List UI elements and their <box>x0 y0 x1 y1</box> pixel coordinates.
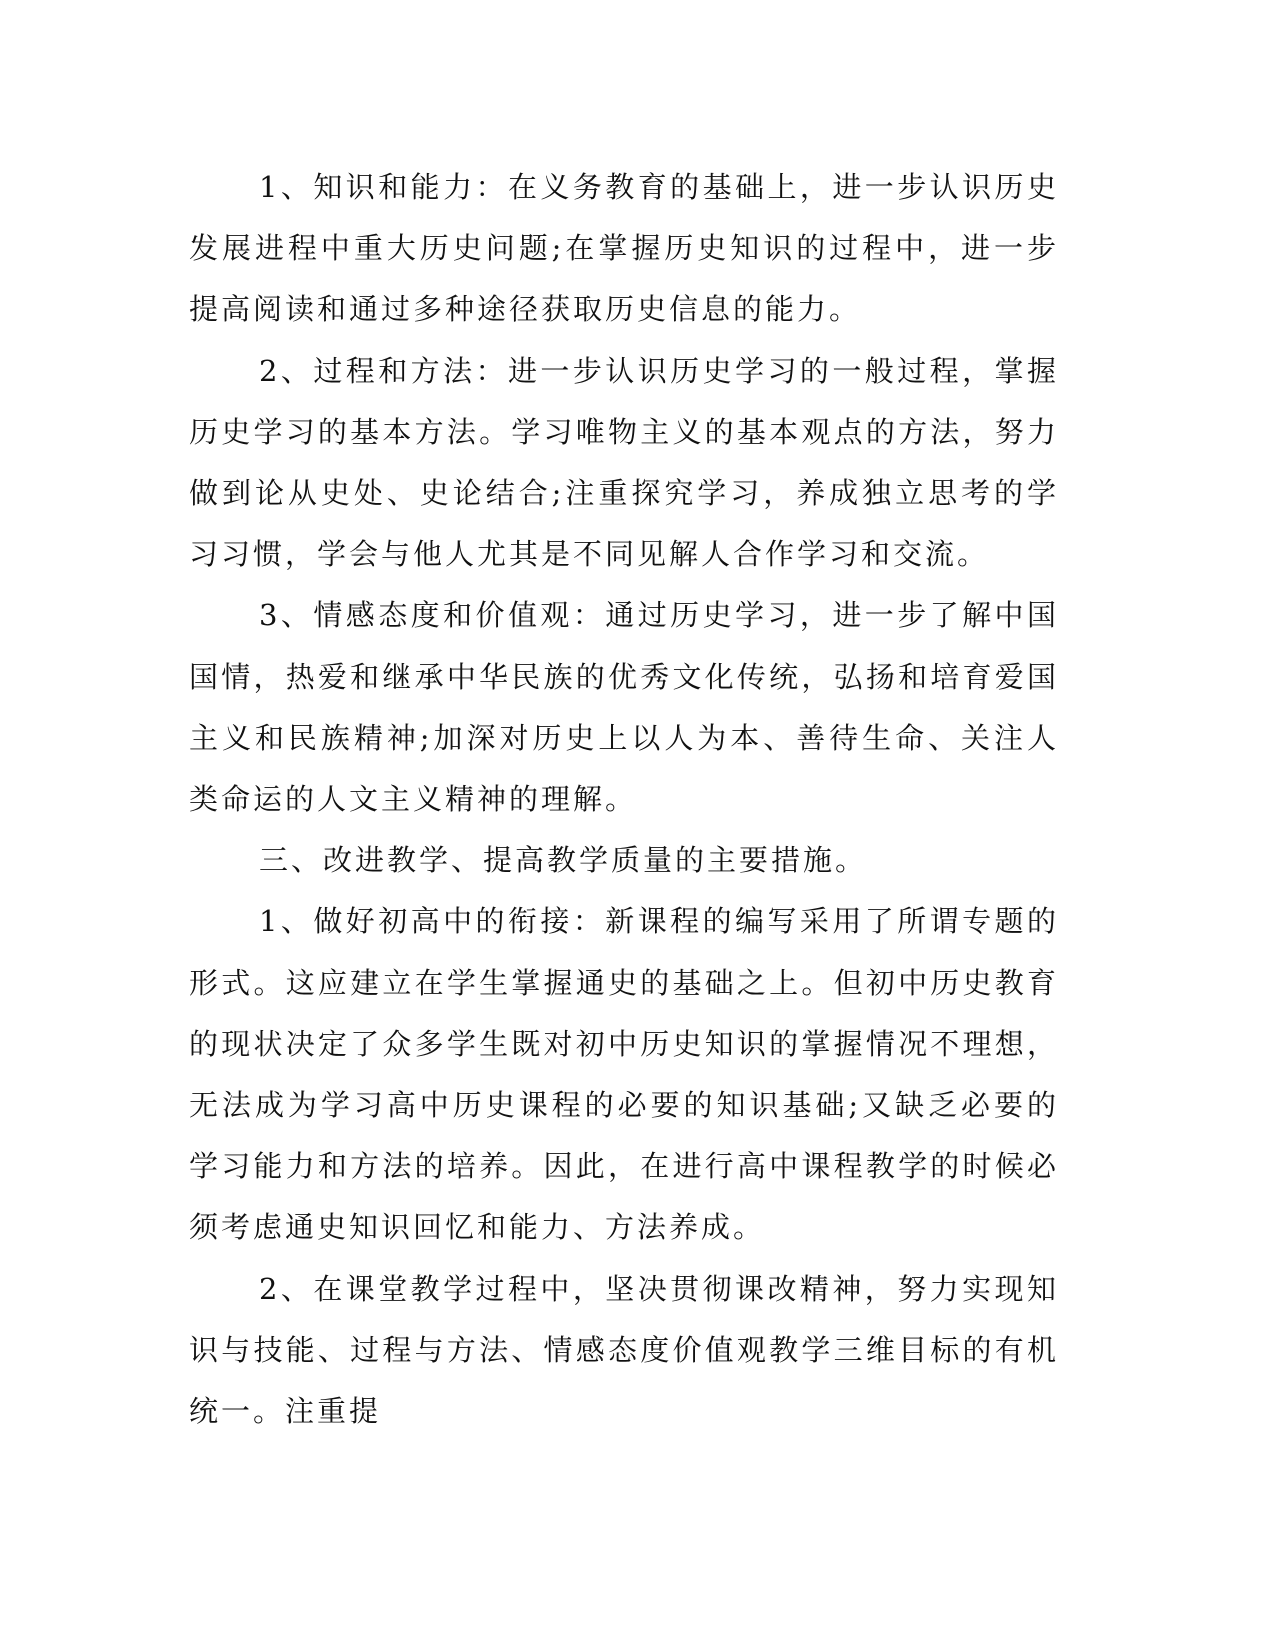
paragraph-classroom-teaching: 2、在课堂教学过程中，坚决贯彻课改精神，努力实现知识与技能、过程与方法、情感态度价值观教学三维目标的有机统一。注重提 <box>189 1271 1059 1429</box>
section-heading-measures: 三、改进教学、提高教学质量的主要措施。 <box>259 843 868 878</box>
document-body <box>189 157 1059 1442</box>
paragraph-process-method: 2、过程和方法：进一步认识历史学习的一般过程，掌握历史学习的基本方法。学习唯物主义的基本观点的方法，努力做到论从史处、史论结合;注重探究学习，养成独立思考的学习习惯，学会与他人尤其是不同见解人合作学习和交流。 <box>189 353 1059 572</box>
paragraph-knowledge-ability: 1、知识和能力：在义务教育的基础上，进一步认识历史发展进程中重大历史问题;在掌握历史知识的过程中，进一步提高阅读和通过多种途径获取历史信息的能力。 <box>189 170 1059 327</box>
paragraph-emotion-values: 3、情感态度和价值观：通过历史学习，进一步了解中国国情，热爱和继承中华民族的优秀文化传统，弘扬和培育爱国主义和民族精神;加深对历史上以人为本、善待生命、关注人类命运的人文主义精神的理解。 <box>189 598 1059 817</box>
paragraph-junior-senior-transition: 1、做好初高中的衔接：新课程的编写采用了所谓专题的形式。这应建立在学生掌握通史的基础之上。但初中历史教育的现状决定了众多学生既对初中历史知识的掌握情况不理想，无法成为学习高中历史课程的必要的知识基础;又缺乏必要的学习能力和方法的培养。因此，在进行高中课程教学的时候必须考虑通史知识回忆和能力、方法养成。 <box>189 904 1059 1245</box>
